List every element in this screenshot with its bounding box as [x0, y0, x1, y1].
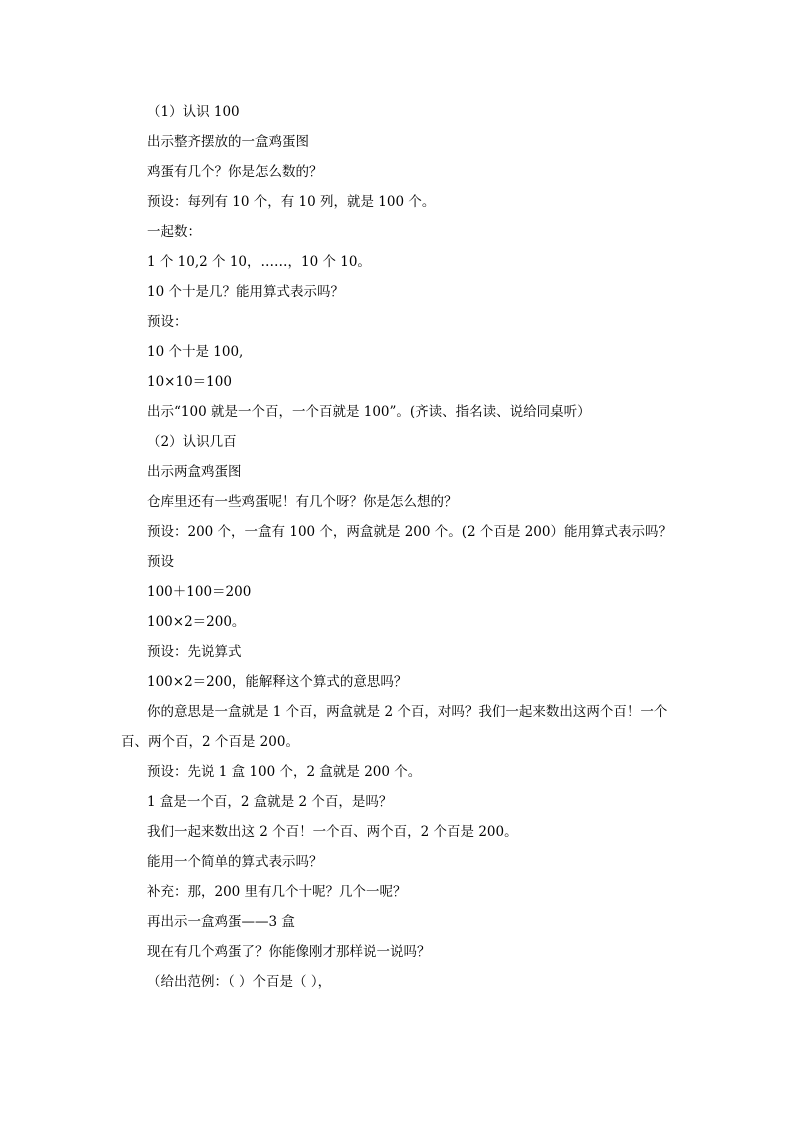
- paragraph: 预设：每列有 10 个，有 10 列，就是 100 个。: [147, 194, 436, 210]
- paragraph: 1 个 10,2 个 10，……，10 个 10。: [147, 254, 371, 270]
- paragraph: 预设：200 个，一盒有 100 个，两盒就是 200 个。(2 个百是 200）能用算式表示吗？: [147, 524, 672, 540]
- paragraph: 10 个十是 100,: [147, 344, 244, 360]
- paragraph: 再出示一盒鸡蛋——3 盒: [147, 914, 295, 930]
- paragraph: 预设：: [147, 314, 188, 330]
- heading-recognize-100: （1）认识 100: [147, 104, 240, 120]
- paragraph: 你的意思是一盒就是 1 个百，两盒就是 2 个百，对吗？我们一起来数出这两个百！一个: [147, 704, 668, 720]
- paragraph: 补充：那，200 里有几个十呢？几个一呢？: [147, 884, 407, 900]
- paragraph: 预设：先说算式: [147, 644, 242, 660]
- paragraph: 我们一起来数出这 2 个百！一个百、两个百，2 个百是 200。: [147, 824, 518, 840]
- paragraph: 出示整齐摆放的一盒鸡蛋图: [147, 134, 309, 150]
- paragraph: 出示“100 就是一个百，一个百就是 100”。(齐读、指名读、说给同桌听）: [147, 404, 591, 420]
- paragraph: 现在有几个鸡蛋了？你能像刚才那样说一说吗？: [147, 944, 431, 960]
- paragraph: 鸡蛋有几个？你是怎么数的？: [147, 164, 323, 180]
- heading-recognize-hundreds: （2）认识几百: [147, 434, 237, 450]
- equation: 100＋100＝200: [147, 584, 252, 600]
- paragraph-continuation: 百、两个百，2 个百是 200。: [121, 734, 299, 750]
- paragraph: 预设: [147, 554, 174, 570]
- paragraph: 1 盒是一个百，2 盒就是 2 个百，是吗？: [147, 794, 393, 810]
- paragraph: 10 个十是几？能用算式表示吗？: [147, 284, 344, 300]
- paragraph: 仓库里还有一些鸡蛋呢！有几个呀？你是怎么想的？: [147, 494, 458, 510]
- paragraph: 出示两盒鸡蛋图: [147, 464, 242, 480]
- paragraph: 一起数：: [147, 224, 201, 240]
- paragraph: （给出范例：（ ）个百是（ ），: [147, 974, 332, 990]
- paragraph: 100×2＝200，能解释这个算式的意思吗？: [147, 674, 408, 690]
- equation: 100×2＝200。: [147, 614, 246, 630]
- paragraph: 能用一个简单的算式表示吗？: [147, 854, 323, 870]
- equation: 10×10＝100: [147, 374, 232, 390]
- paragraph: 预设：先说 1 盒 100 个，2 盒就是 200 个。: [147, 764, 422, 780]
